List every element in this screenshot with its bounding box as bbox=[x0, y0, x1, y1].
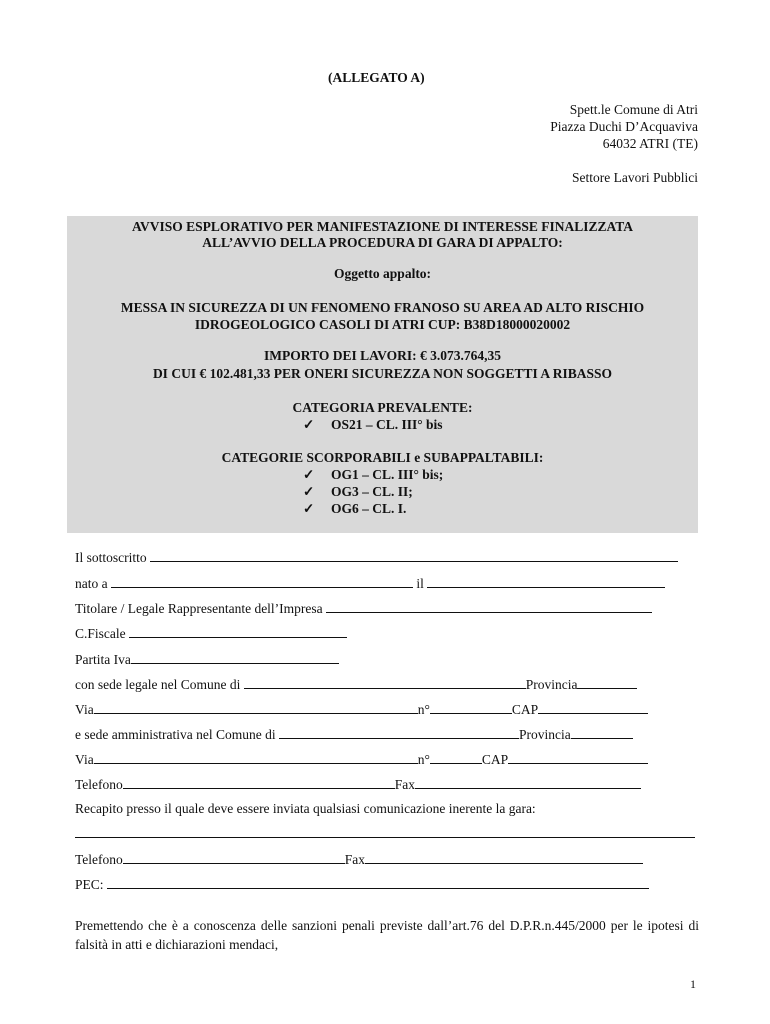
titolare-label: Titolare / Legale Rappresentante dell’Impresa bbox=[75, 601, 323, 616]
via-label: Via bbox=[75, 702, 94, 717]
categoria-prevalente-label: CATEGORIA PREVALENTE: bbox=[292, 400, 473, 415]
via-label: Via bbox=[75, 752, 94, 767]
page-number: 1 bbox=[690, 977, 696, 991]
premessa-paragraph: Premettendo che è a conoscenza delle sanzioni penali previste dall’art.76 del D.P.R.n.445/2000 per le ipotesi di falsità in atti e dichiarazioni mendaci, bbox=[75, 918, 699, 952]
recapito-label: Recapito presso il quale deve essere inviata qualsiasi comunicazione inerente la gara: bbox=[75, 801, 536, 816]
sede-legale-comune-field[interactable] bbox=[244, 676, 526, 689]
telefono-label: Telefono bbox=[75, 777, 123, 792]
cfiscale-label: C.Fiscale bbox=[75, 626, 126, 641]
via-legale-row bbox=[75, 701, 648, 719]
importo-line2: DI CUI € 102.481,33 PER ONERI SICUREZZA NON SOGGETTI A RIBASSO bbox=[152, 366, 613, 381]
provincia-label: Provincia bbox=[525, 677, 578, 692]
categoria-prevalente-text: OS21 – CL. III° bis bbox=[331, 417, 443, 432]
via-amministrativa-row bbox=[75, 751, 648, 769]
fax-label: Fax bbox=[394, 777, 416, 792]
sede-legale-provincia-field[interactable] bbox=[577, 676, 637, 689]
pec-label: PEC: bbox=[75, 877, 104, 892]
cap-label: CAP bbox=[481, 752, 509, 767]
recipient-address: Piazza Duchi D’Acquaviva bbox=[550, 119, 698, 134]
check-icon: ✓ bbox=[303, 417, 315, 432]
sede-amministrativa-comune-field[interactable] bbox=[279, 726, 519, 739]
telefono-label: Telefono bbox=[75, 852, 123, 867]
scorporabile-text: OG1 – CL. III° bis; bbox=[331, 467, 444, 482]
fax-label: Fax bbox=[344, 852, 366, 867]
sede-amministrativa-provincia-field[interactable] bbox=[571, 726, 633, 739]
sottoscritto-field[interactable] bbox=[150, 549, 678, 562]
provincia-label: Provincia bbox=[518, 727, 571, 742]
categorie-scorporabili-label: CATEGORIE SCORPORABILI e SUBAPPALTABILI: bbox=[221, 450, 544, 465]
scorporabile-item bbox=[303, 501, 406, 517]
check-icon: ✓ bbox=[303, 484, 315, 499]
recapito-telefono-field[interactable] bbox=[123, 851, 345, 864]
impresa-field[interactable] bbox=[326, 600, 652, 613]
fax-field[interactable] bbox=[415, 776, 641, 789]
nato-a-label: nato a bbox=[75, 576, 108, 591]
numero-legale-field[interactable] bbox=[430, 701, 512, 714]
recapito-field[interactable] bbox=[75, 837, 695, 838]
partita-iva-field[interactable] bbox=[131, 651, 339, 664]
pec-row bbox=[75, 876, 649, 894]
scorporabile-text: OG3 – CL. II; bbox=[331, 484, 413, 499]
notice-title-line2: ALL’AVVIO DELLA PROCEDURA DI GARA DI APPALTO: bbox=[202, 235, 563, 250]
recapito-telefono-fax-row bbox=[75, 851, 643, 869]
numero-label: n° bbox=[417, 702, 430, 717]
nato-a-field[interactable] bbox=[111, 575, 413, 588]
via-amministrativa-field[interactable] bbox=[94, 751, 418, 764]
partita-iva-row bbox=[75, 651, 339, 669]
importo-line1: IMPORTO DEI LAVORI: € 3.073.764,35 bbox=[264, 348, 501, 363]
numero-label: n° bbox=[417, 752, 430, 767]
cap-legale-field[interactable] bbox=[538, 701, 648, 714]
oggetto-label: Oggetto appalto: bbox=[333, 266, 432, 281]
nascita-row bbox=[75, 575, 665, 593]
sede-legale-label: con sede legale nel Comune di bbox=[75, 677, 241, 692]
partita-iva-label: Partita Iva bbox=[75, 652, 131, 667]
recipient-line: Spett.le Comune di Atri bbox=[569, 102, 698, 117]
settore-label: Settore Lavori Pubblici bbox=[572, 170, 698, 185]
categoria-prevalente-item bbox=[303, 417, 443, 433]
sede-legale-row bbox=[75, 676, 637, 694]
cfiscale-row bbox=[75, 625, 347, 643]
check-icon: ✓ bbox=[303, 501, 315, 516]
il-label: il bbox=[416, 576, 424, 591]
check-icon: ✓ bbox=[303, 467, 315, 482]
oggetto-line2: IDROGEOLOGICO CASOLI DI ATRI CUP: B38D18000020002 bbox=[194, 317, 571, 332]
pec-field[interactable] bbox=[107, 876, 649, 889]
scorporabile-item bbox=[303, 484, 413, 500]
scorporabile-item bbox=[303, 467, 443, 483]
sottoscritto-row bbox=[75, 549, 678, 567]
allegato-title: (ALLEGATO A) bbox=[328, 70, 425, 85]
recipient-city: 64032 ATRI (TE) bbox=[602, 136, 698, 151]
sede-amministrativa-label: e sede amministrativa nel Comune di bbox=[75, 727, 276, 742]
oggetto-line1: MESSA IN SICUREZZA DI UN FENOMENO FRANOSO SU AREA AD ALTO RISCHIO bbox=[120, 300, 645, 315]
telefono-fax-row bbox=[75, 776, 641, 794]
sede-amministrativa-row bbox=[75, 726, 633, 744]
numero-amministrativa-field[interactable] bbox=[430, 751, 482, 764]
titolare-row bbox=[75, 600, 652, 618]
via-legale-field[interactable] bbox=[94, 701, 418, 714]
telefono-field[interactable] bbox=[123, 776, 395, 789]
scorporabile-text: OG6 – CL. I. bbox=[331, 501, 407, 516]
cfiscale-field[interactable] bbox=[129, 625, 347, 638]
sottoscritto-label: Il sottoscritto bbox=[75, 550, 147, 565]
recapito-fax-field[interactable] bbox=[365, 851, 643, 864]
cap-label: CAP bbox=[511, 702, 539, 717]
cap-amministrativa-field[interactable] bbox=[508, 751, 648, 764]
notice-title-line1: AVVISO ESPLORATIVO PER MANIFESTAZIONE DI INTERESSE FINALIZZATA bbox=[131, 219, 634, 234]
data-nascita-field[interactable] bbox=[427, 575, 665, 588]
